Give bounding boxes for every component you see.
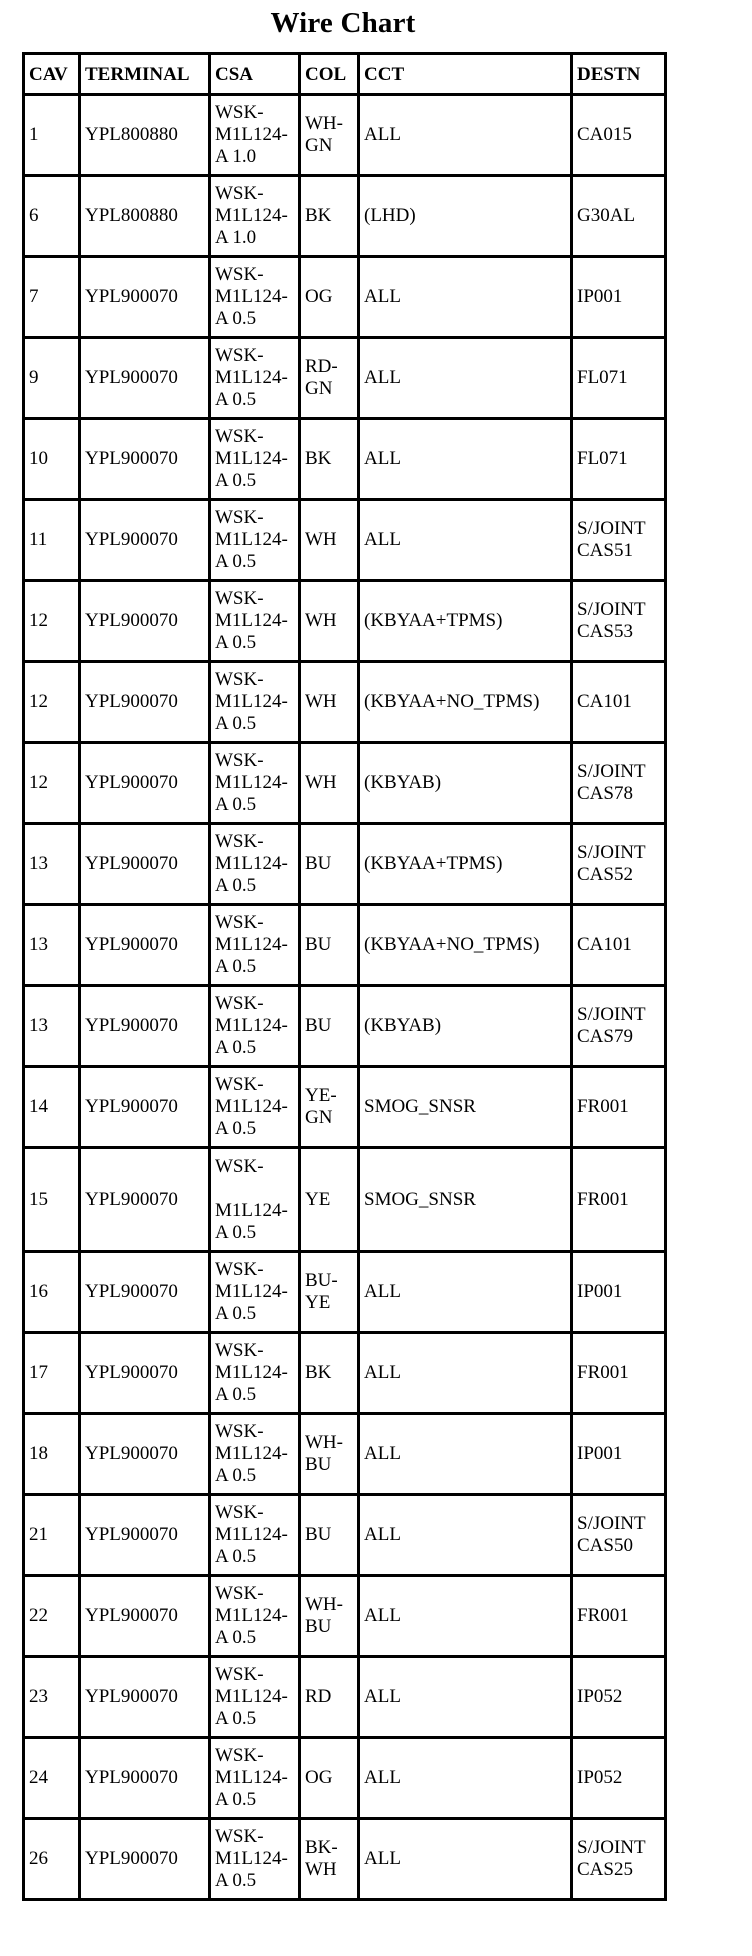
cell-terminal xyxy=(80,500,210,581)
cell-col-text: RD xyxy=(305,1686,332,1707)
cell-csa xyxy=(210,1148,300,1252)
cell-col xyxy=(300,662,359,743)
table-row xyxy=(24,1067,666,1148)
table-row xyxy=(24,176,666,257)
cell-terminal-text: YPL900070 xyxy=(85,1524,178,1545)
cell-destn xyxy=(572,581,666,662)
cell-destn xyxy=(572,1252,666,1333)
cell-cav xyxy=(24,95,80,176)
cell-cct-text: ALL xyxy=(364,367,401,388)
cell-col-text: WH- GN xyxy=(305,113,343,156)
cell-csa-text: WSK- M1L124- A 0.5 xyxy=(215,507,288,572)
cell-col-text: BK- WH xyxy=(305,1837,338,1880)
cell-cav-text: 13 xyxy=(29,934,48,955)
cell-csa-text: WSK- M1L124- A 0.5 xyxy=(215,588,288,653)
cell-terminal xyxy=(80,1657,210,1738)
cell-col xyxy=(300,1657,359,1738)
cell-csa-text: WSK- M1L124- A 0.5 xyxy=(215,912,288,977)
cell-cct xyxy=(359,986,572,1067)
cell-cct xyxy=(359,257,572,338)
table-row xyxy=(24,824,666,905)
cell-cct-text: ALL xyxy=(364,1524,401,1545)
table-row xyxy=(24,1576,666,1657)
cell-terminal xyxy=(80,1148,210,1252)
cell-terminal-text: YPL900070 xyxy=(85,367,178,388)
cell-cav-text: 16 xyxy=(29,1281,48,1302)
cell-csa-text: WSK- M1L124- A 0.5 xyxy=(215,1074,288,1139)
cell-cct-text: ALL xyxy=(364,448,401,469)
cell-csa-text: WSK- M1L124- A 1.0 xyxy=(215,102,288,167)
cell-destn-text: FL071 xyxy=(577,448,628,469)
cell-cav xyxy=(24,1495,80,1576)
cell-terminal-text: YPL900070 xyxy=(85,1605,178,1626)
cell-cav-text: 1 xyxy=(29,124,39,145)
cell-cav-text: 18 xyxy=(29,1443,48,1464)
cell-col-text: BK xyxy=(305,205,332,226)
table-row xyxy=(24,419,666,500)
cell-cct-text: ALL xyxy=(364,1362,401,1383)
cell-terminal xyxy=(80,1333,210,1414)
cell-csa xyxy=(210,905,300,986)
cell-csa xyxy=(210,500,300,581)
cell-cav-text: 14 xyxy=(29,1096,48,1117)
cell-cav-text: 12 xyxy=(29,772,48,793)
cell-terminal xyxy=(80,1576,210,1657)
cell-destn-text: CA015 xyxy=(577,124,632,145)
cell-col-text: BU xyxy=(305,1524,332,1545)
cell-cct-text: ALL xyxy=(364,529,401,550)
cell-csa xyxy=(210,257,300,338)
cell-destn-text: FR001 xyxy=(577,1188,629,1210)
cell-cav xyxy=(24,176,80,257)
cell-col-text: BU xyxy=(305,934,332,955)
cell-csa-text: WSK- M1L124- A 0.5 xyxy=(215,345,288,410)
table-row xyxy=(24,905,666,986)
cell-csa-text: WSK- M1L124- A 0.5 xyxy=(215,1259,288,1324)
cell-destn-text: S/JOINT CAS50 xyxy=(577,1513,646,1556)
cell-cct xyxy=(359,1252,572,1333)
cell-cav-text: 21 xyxy=(29,1524,48,1545)
cell-cav xyxy=(24,1252,80,1333)
cell-cct xyxy=(359,1576,572,1657)
cell-destn xyxy=(572,1495,666,1576)
cell-col-text: WH- BU xyxy=(305,1594,343,1637)
cell-cct xyxy=(359,500,572,581)
table-row xyxy=(24,1333,666,1414)
cell-csa xyxy=(210,1067,300,1148)
cell-terminal xyxy=(80,905,210,986)
cell-cct-text: (KBYAA+TPMS) xyxy=(364,610,503,631)
header-destn: DESTN xyxy=(572,54,666,95)
table-row xyxy=(24,662,666,743)
cell-cav xyxy=(24,581,80,662)
cell-cct xyxy=(359,905,572,986)
cell-destn-text: CA101 xyxy=(577,934,632,955)
cell-terminal xyxy=(80,1414,210,1495)
cell-col-text: YE xyxy=(305,1188,331,1210)
cell-col-text: BU xyxy=(305,1015,332,1036)
cell-col-text: YE- GN xyxy=(305,1085,337,1128)
cell-cct-text: ALL xyxy=(364,1281,401,1302)
table-row xyxy=(24,581,666,662)
cell-col-text: WH- BU xyxy=(305,1432,343,1475)
cell-col-text: BK xyxy=(305,1362,332,1383)
cell-terminal xyxy=(80,1495,210,1576)
cell-destn-text: FR001 xyxy=(577,1362,629,1383)
cell-terminal xyxy=(80,581,210,662)
cell-col xyxy=(300,743,359,824)
cell-col xyxy=(300,419,359,500)
table-row xyxy=(24,1414,666,1495)
cell-terminal-text: YPL900070 xyxy=(85,1188,178,1210)
table-row xyxy=(24,95,666,176)
cell-csa-text: WSK- M1L124- A 0.5 xyxy=(215,426,288,491)
cell-csa xyxy=(210,581,300,662)
cell-cav-text: 11 xyxy=(29,529,48,550)
cell-csa xyxy=(210,743,300,824)
cell-cav-text: 17 xyxy=(29,1362,48,1383)
cell-cct-text: (LHD) xyxy=(364,205,416,226)
cell-cav xyxy=(24,257,80,338)
cell-col xyxy=(300,176,359,257)
cell-csa xyxy=(210,176,300,257)
cell-destn-text: S/JOINT CAS79 xyxy=(577,1004,646,1047)
cell-cct-text: ALL xyxy=(364,1443,401,1464)
cell-destn-text: FR001 xyxy=(577,1096,629,1117)
cell-terminal xyxy=(80,743,210,824)
table-row xyxy=(24,257,666,338)
cell-csa xyxy=(210,1576,300,1657)
cell-csa-text: WSK- M1L124- A 0.5 xyxy=(215,669,288,734)
cell-cct-text: (KBYAB) xyxy=(364,1015,442,1036)
cell-cct-text: SMOG_SNSR xyxy=(364,1188,476,1210)
cell-csa xyxy=(210,95,300,176)
cell-terminal-text: YPL900070 xyxy=(85,448,178,469)
cell-cct xyxy=(359,1333,572,1414)
cell-terminal-text: YPL900070 xyxy=(85,1362,178,1383)
cell-cav xyxy=(24,986,80,1067)
cell-cav xyxy=(24,338,80,419)
cell-col xyxy=(300,905,359,986)
cell-col xyxy=(300,338,359,419)
cell-csa-text: WSK- M1L124- A 0.5 xyxy=(215,1502,288,1567)
cell-cct-text: ALL xyxy=(364,1686,401,1707)
cell-terminal xyxy=(80,1738,210,1819)
cell-destn xyxy=(572,1148,666,1252)
cell-cav-text: 10 xyxy=(29,448,48,469)
cell-destn xyxy=(572,1738,666,1819)
cell-cct xyxy=(359,176,572,257)
cell-cav-text: 15 xyxy=(29,1188,48,1210)
table-row xyxy=(24,1657,666,1738)
cell-cct xyxy=(359,1148,572,1252)
table-row xyxy=(24,500,666,581)
cell-cav-text: 6 xyxy=(29,205,39,226)
cell-destn-text: S/JOINT CAS52 xyxy=(577,842,646,885)
cell-cav xyxy=(24,743,80,824)
cell-csa xyxy=(210,824,300,905)
cell-cct-text: ALL xyxy=(364,124,401,145)
table-body xyxy=(24,95,666,1900)
cell-csa xyxy=(210,1414,300,1495)
cell-col xyxy=(300,1414,359,1495)
cell-cav xyxy=(24,1657,80,1738)
cell-csa xyxy=(210,419,300,500)
header-cav: CAV xyxy=(24,54,80,95)
cell-cct xyxy=(359,662,572,743)
cell-cav-text: 22 xyxy=(29,1605,48,1626)
table-row xyxy=(24,1252,666,1333)
cell-destn xyxy=(572,176,666,257)
cell-terminal-text: YPL900070 xyxy=(85,1096,178,1117)
cell-cav-text: 13 xyxy=(29,853,48,874)
cell-cct-text: SMOG_SNSR xyxy=(364,1096,476,1117)
cell-col xyxy=(300,824,359,905)
cell-destn xyxy=(572,905,666,986)
cell-cct xyxy=(359,419,572,500)
cell-col xyxy=(300,1738,359,1819)
cell-terminal xyxy=(80,1067,210,1148)
cell-csa-text: WSK- M1L124- A 0.5 xyxy=(215,1155,288,1243)
cell-cct-text: ALL xyxy=(364,1767,401,1788)
cell-cct-text: (KBYAB) xyxy=(364,772,442,793)
cell-cct-text: ALL xyxy=(364,1848,401,1869)
cell-cav xyxy=(24,1414,80,1495)
cell-col xyxy=(300,581,359,662)
header-cct: CCT xyxy=(359,54,572,95)
cell-cct-text: ALL xyxy=(364,286,401,307)
cell-destn-text: S/JOINT CAS25 xyxy=(577,1837,646,1880)
cell-destn xyxy=(572,1576,666,1657)
cell-destn-text: CA101 xyxy=(577,691,632,712)
cell-destn-text: IP001 xyxy=(577,286,623,307)
cell-terminal-text: YPL800880 xyxy=(85,124,178,145)
cell-col xyxy=(300,1819,359,1900)
cell-col xyxy=(300,986,359,1067)
cell-terminal-text: YPL900070 xyxy=(85,691,178,712)
cell-terminal-text: YPL900070 xyxy=(85,772,178,793)
cell-col xyxy=(300,1252,359,1333)
cell-destn xyxy=(572,986,666,1067)
cell-csa xyxy=(210,1738,300,1819)
cell-destn xyxy=(572,1333,666,1414)
cell-cav-text: 24 xyxy=(29,1767,48,1788)
cell-col-text: WH xyxy=(305,691,337,712)
cell-terminal-text: YPL900070 xyxy=(85,1686,178,1707)
cell-cct xyxy=(359,95,572,176)
cell-terminal-text: YPL900070 xyxy=(85,934,178,955)
cell-cct xyxy=(359,824,572,905)
cell-terminal xyxy=(80,257,210,338)
cell-destn-text: S/JOINT CAS51 xyxy=(577,518,646,561)
cell-cav xyxy=(24,1148,80,1252)
cell-csa-text: WSK- M1L124- A 1.0 xyxy=(215,183,288,248)
cell-col xyxy=(300,500,359,581)
table-row xyxy=(24,1495,666,1576)
cell-cav xyxy=(24,662,80,743)
cell-csa-text: WSK- M1L124- A 0.5 xyxy=(215,993,288,1058)
cell-destn-text: IP001 xyxy=(577,1443,623,1464)
table-row xyxy=(24,1738,666,1819)
table-row xyxy=(24,1148,666,1252)
cell-cav-text: 26 xyxy=(29,1848,48,1869)
cell-csa xyxy=(210,1252,300,1333)
cell-cav-text: 12 xyxy=(29,691,48,712)
cell-col-text: BK xyxy=(305,448,332,469)
cell-csa-text: WSK- M1L124- A 0.5 xyxy=(215,264,288,329)
cell-terminal xyxy=(80,1252,210,1333)
cell-csa xyxy=(210,1819,300,1900)
cell-terminal xyxy=(80,95,210,176)
cell-terminal-text: YPL900070 xyxy=(85,1443,178,1464)
cell-col-text: BU- YE xyxy=(305,1270,338,1313)
cell-cct xyxy=(359,1738,572,1819)
cell-csa xyxy=(210,662,300,743)
cell-destn xyxy=(572,824,666,905)
cell-csa-text: WSK- M1L124- A 0.5 xyxy=(215,750,288,815)
cell-col-text: RD- GN xyxy=(305,356,338,399)
cell-csa xyxy=(210,1333,300,1414)
cell-destn xyxy=(572,257,666,338)
cell-col xyxy=(300,1067,359,1148)
header-csa: CSA xyxy=(210,54,300,95)
cell-csa xyxy=(210,338,300,419)
cell-col-text: WH xyxy=(305,529,337,550)
cell-csa-text: WSK- M1L124- A 0.5 xyxy=(215,1421,288,1486)
cell-terminal xyxy=(80,1819,210,1900)
cell-destn-text: IP001 xyxy=(577,1281,623,1302)
table-row xyxy=(24,743,666,824)
cell-destn-text: S/JOINT CAS53 xyxy=(577,599,646,642)
page-title: Wire Chart xyxy=(270,7,416,39)
cell-cct xyxy=(359,581,572,662)
cell-cct xyxy=(359,1657,572,1738)
cell-col xyxy=(300,95,359,176)
cell-cav-text: 23 xyxy=(29,1686,48,1707)
cell-col xyxy=(300,257,359,338)
cell-destn xyxy=(572,500,666,581)
cell-destn xyxy=(572,662,666,743)
cell-cct-text: (KBYAA+NO_TPMS) xyxy=(364,934,540,955)
cell-destn-text: FL071 xyxy=(577,367,628,388)
cell-cav xyxy=(24,824,80,905)
cell-destn xyxy=(572,338,666,419)
cell-terminal xyxy=(80,662,210,743)
cell-terminal xyxy=(80,824,210,905)
header-terminal: TERMINAL xyxy=(80,54,210,95)
cell-terminal-text: YPL900070 xyxy=(85,1281,178,1302)
cell-cav-text: 7 xyxy=(29,286,39,307)
cell-destn-text: G30AL xyxy=(577,205,636,226)
cell-destn-text: IP052 xyxy=(577,1686,623,1707)
cell-csa-text: WSK- M1L124- A 0.5 xyxy=(215,1340,288,1405)
cell-cav xyxy=(24,500,80,581)
table-row xyxy=(24,338,666,419)
header-col: COL xyxy=(300,54,359,95)
cell-csa-text: WSK- M1L124- A 0.5 xyxy=(215,1664,288,1729)
cell-cav xyxy=(24,1333,80,1414)
cell-cct-text: ALL xyxy=(364,1605,401,1626)
cell-col xyxy=(300,1333,359,1414)
cell-cav xyxy=(24,419,80,500)
cell-cav-text: 12 xyxy=(29,610,48,631)
cell-col-text: OG xyxy=(305,286,333,307)
cell-destn xyxy=(572,743,666,824)
cell-destn xyxy=(572,1414,666,1495)
cell-col xyxy=(300,1576,359,1657)
cell-terminal-text: YPL900070 xyxy=(85,1767,178,1788)
cell-cav xyxy=(24,1819,80,1900)
cell-cct xyxy=(359,1067,572,1148)
cell-col-text: WH xyxy=(305,610,337,631)
cell-cav-text: 9 xyxy=(29,367,39,388)
cell-destn-text: S/JOINT CAS78 xyxy=(577,761,646,804)
cell-terminal-text: YPL900070 xyxy=(85,286,178,307)
cell-cct xyxy=(359,338,572,419)
cell-csa-text: WSK- M1L124- A 0.5 xyxy=(215,1583,288,1648)
table-row xyxy=(24,1819,666,1900)
cell-csa-text: WSK- M1L124- A 0.5 xyxy=(215,1826,288,1891)
cell-col-text: BU xyxy=(305,853,332,874)
cell-cav-text: 13 xyxy=(29,1015,48,1036)
cell-csa xyxy=(210,986,300,1067)
cell-terminal-text: YPL900070 xyxy=(85,1848,178,1869)
cell-destn-text: FR001 xyxy=(577,1605,629,1626)
cell-terminal-text: YPL900070 xyxy=(85,529,178,550)
cell-csa xyxy=(210,1495,300,1576)
cell-cct-text: (KBYAA+TPMS) xyxy=(364,853,503,874)
cell-terminal-text: YPL900070 xyxy=(85,610,178,631)
cell-destn xyxy=(572,1819,666,1900)
cell-cav xyxy=(24,1738,80,1819)
cell-cct-text: (KBYAA+NO_TPMS) xyxy=(364,691,540,712)
table-row xyxy=(24,986,666,1067)
cell-cct xyxy=(359,1819,572,1900)
cell-terminal xyxy=(80,338,210,419)
cell-cct xyxy=(359,1414,572,1495)
cell-csa-text: WSK- M1L124- A 0.5 xyxy=(215,831,288,896)
cell-col xyxy=(300,1148,359,1252)
cell-csa-text: WSK- M1L124- A 0.5 xyxy=(215,1745,288,1810)
cell-destn xyxy=(572,1657,666,1738)
cell-cav xyxy=(24,1576,80,1657)
cell-terminal-text: YPL800880 xyxy=(85,205,178,226)
cell-cav xyxy=(24,905,80,986)
table-header-row xyxy=(24,54,666,95)
cell-cct xyxy=(359,1495,572,1576)
cell-destn xyxy=(572,1067,666,1148)
cell-col xyxy=(300,1495,359,1576)
cell-col-text: OG xyxy=(305,1767,333,1788)
cell-terminal xyxy=(80,419,210,500)
wire-chart-table xyxy=(22,52,667,1901)
cell-csa xyxy=(210,1657,300,1738)
cell-destn xyxy=(572,95,666,176)
cell-destn-text: IP052 xyxy=(577,1767,623,1788)
cell-col-text: WH xyxy=(305,772,337,793)
cell-terminal-text: YPL900070 xyxy=(85,853,178,874)
cell-cav xyxy=(24,1067,80,1148)
cell-terminal xyxy=(80,176,210,257)
cell-terminal-text: YPL900070 xyxy=(85,1015,178,1036)
cell-cct xyxy=(359,743,572,824)
cell-destn xyxy=(572,419,666,500)
cell-terminal xyxy=(80,986,210,1067)
